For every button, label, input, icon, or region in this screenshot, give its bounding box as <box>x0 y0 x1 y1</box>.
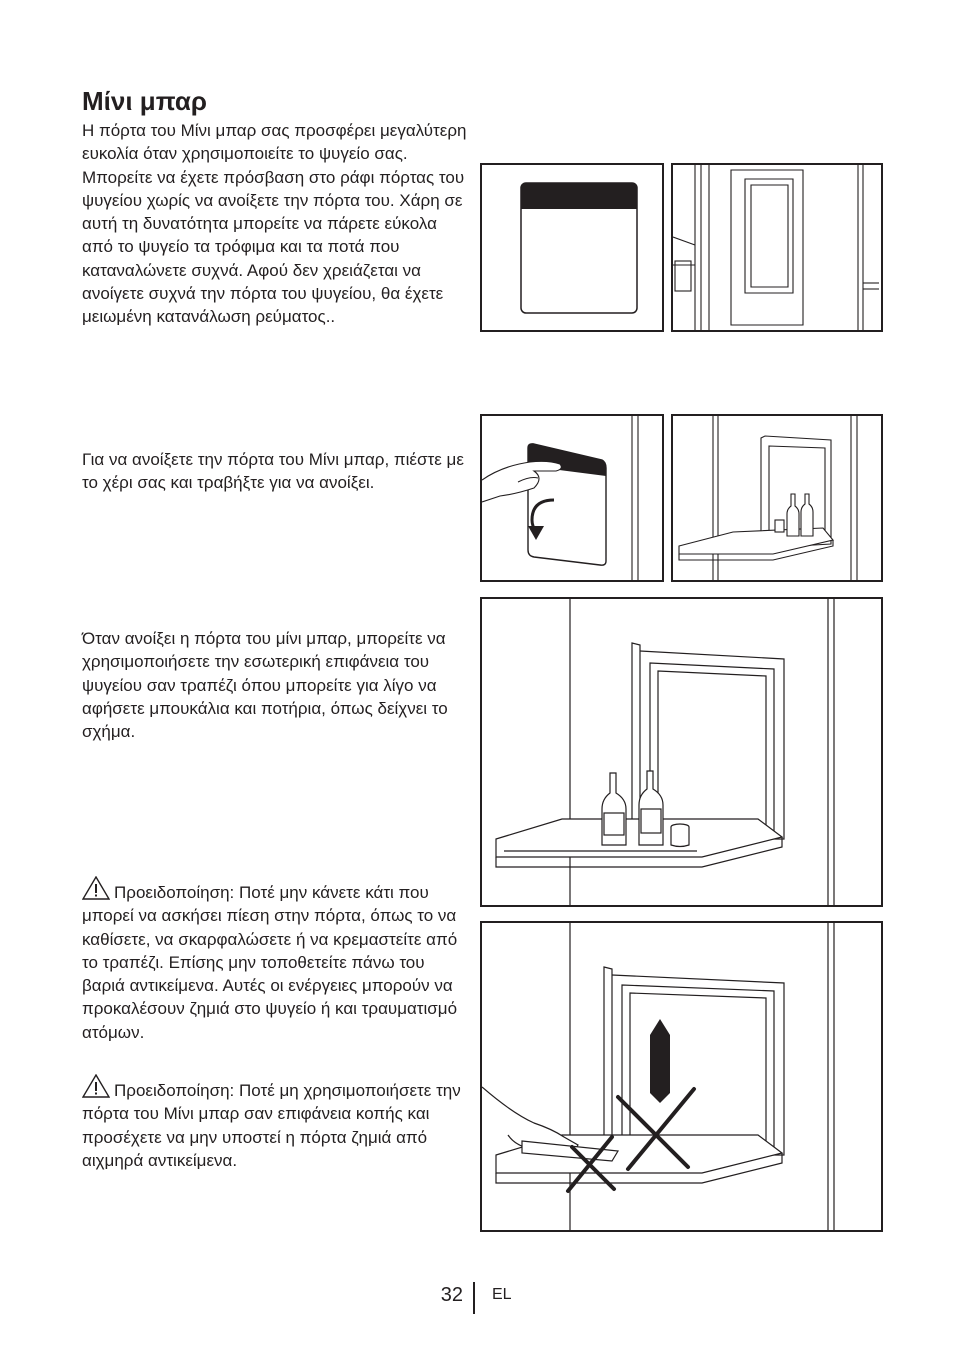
mini-bar-table-usage-illustration <box>480 597 883 907</box>
open-instructions-paragraph: Για να ανοίξετε την πόρτα του Μίνι μπαρ, πιέστε με το χέρι σας και τραβήξτε για να ανοίξει. <box>82 450 464 493</box>
page-footer <box>0 1282 954 1314</box>
warning-triangle-icon <box>82 1074 110 1098</box>
warning-triangle-icon <box>82 876 110 900</box>
language-code: EL <box>492 1286 512 1303</box>
warning-paragraph-2 <box>82 1074 472 1172</box>
press-to-open-illustration <box>480 414 664 582</box>
footer-divider <box>473 1282 475 1314</box>
page-title: Μίνι μπαρ <box>82 86 207 116</box>
opened-mini-bar-illustration <box>671 414 883 582</box>
warning-paragraph-1 <box>82 876 472 1044</box>
table-usage-paragraph: Όταν ανοίξει η πόρτα του μίνι μπαρ, μπορείτε να χρησιμοποιήσετε την εσωτερική επιφάνεια του ψυγείου σαν τραπέζι όπου μπορείτε για λίγο να αφήσετε μπουκάλια και ποτήρια, όπως δείχνει το σχήμα. <box>82 629 448 742</box>
warning-text-2: Προειδοποίηση: Ποτέ μη χρησιμοποιήσετε την πόρτα του Μίνι μπαρ σαν επιφάνεια κοπής και προσέχετε να μην υποστεί η πόρτα ζημιά από αιχμηρά αντικείμενα. <box>82 1081 461 1170</box>
misuse-warning-illustration <box>480 921 883 1232</box>
warning-text-1: Προειδοποίηση: Ποτέ μην κάνετε κάτι που μπορεί να ασκήσει πίεση στην πόρτα, όπως το να καθίσετε, να σκαρφαλώσετε ή να κρεμαστείτε από το τραπέζι. Επίσης μην τοποθετείτε πάνω του βαριά αντικείμενα. Αυτές οι ενέργειες μπορούν να προκαλέσουν ζημιά στο ψυγείο ή και τραυματισμό ατόμων. <box>82 883 458 1042</box>
mini-bar-door-perspective-illustration <box>671 163 883 332</box>
page-number: 32 <box>440 1284 463 1306</box>
mini-bar-door-front-illustration <box>480 163 664 332</box>
intro-paragraph: Η πόρτα του Μίνι μπαρ σας προσφέρει μεγαλύτερη ευκολία όταν χρησιμοποιείτε το ψυγείο σας. Μπορείτε να έχετε πρόσβαση στο ράφι πόρτας του ψυγείου χωρίς να ανοίξετε την πόρτα του. Χάρη σε αυτή τη δυνατότητα μπορείτε να πάρετε εύκολα από το ψυγείο τα τρόφιμα και τα ποτά που καταναλώνετε συχνά. Αφού δεν χρειάζεται να ανοίγετε συχνά την πόρτα του ψυγείου, θα έχετε μειωμένη κατανάλωση ρεύματος.. <box>82 121 467 327</box>
